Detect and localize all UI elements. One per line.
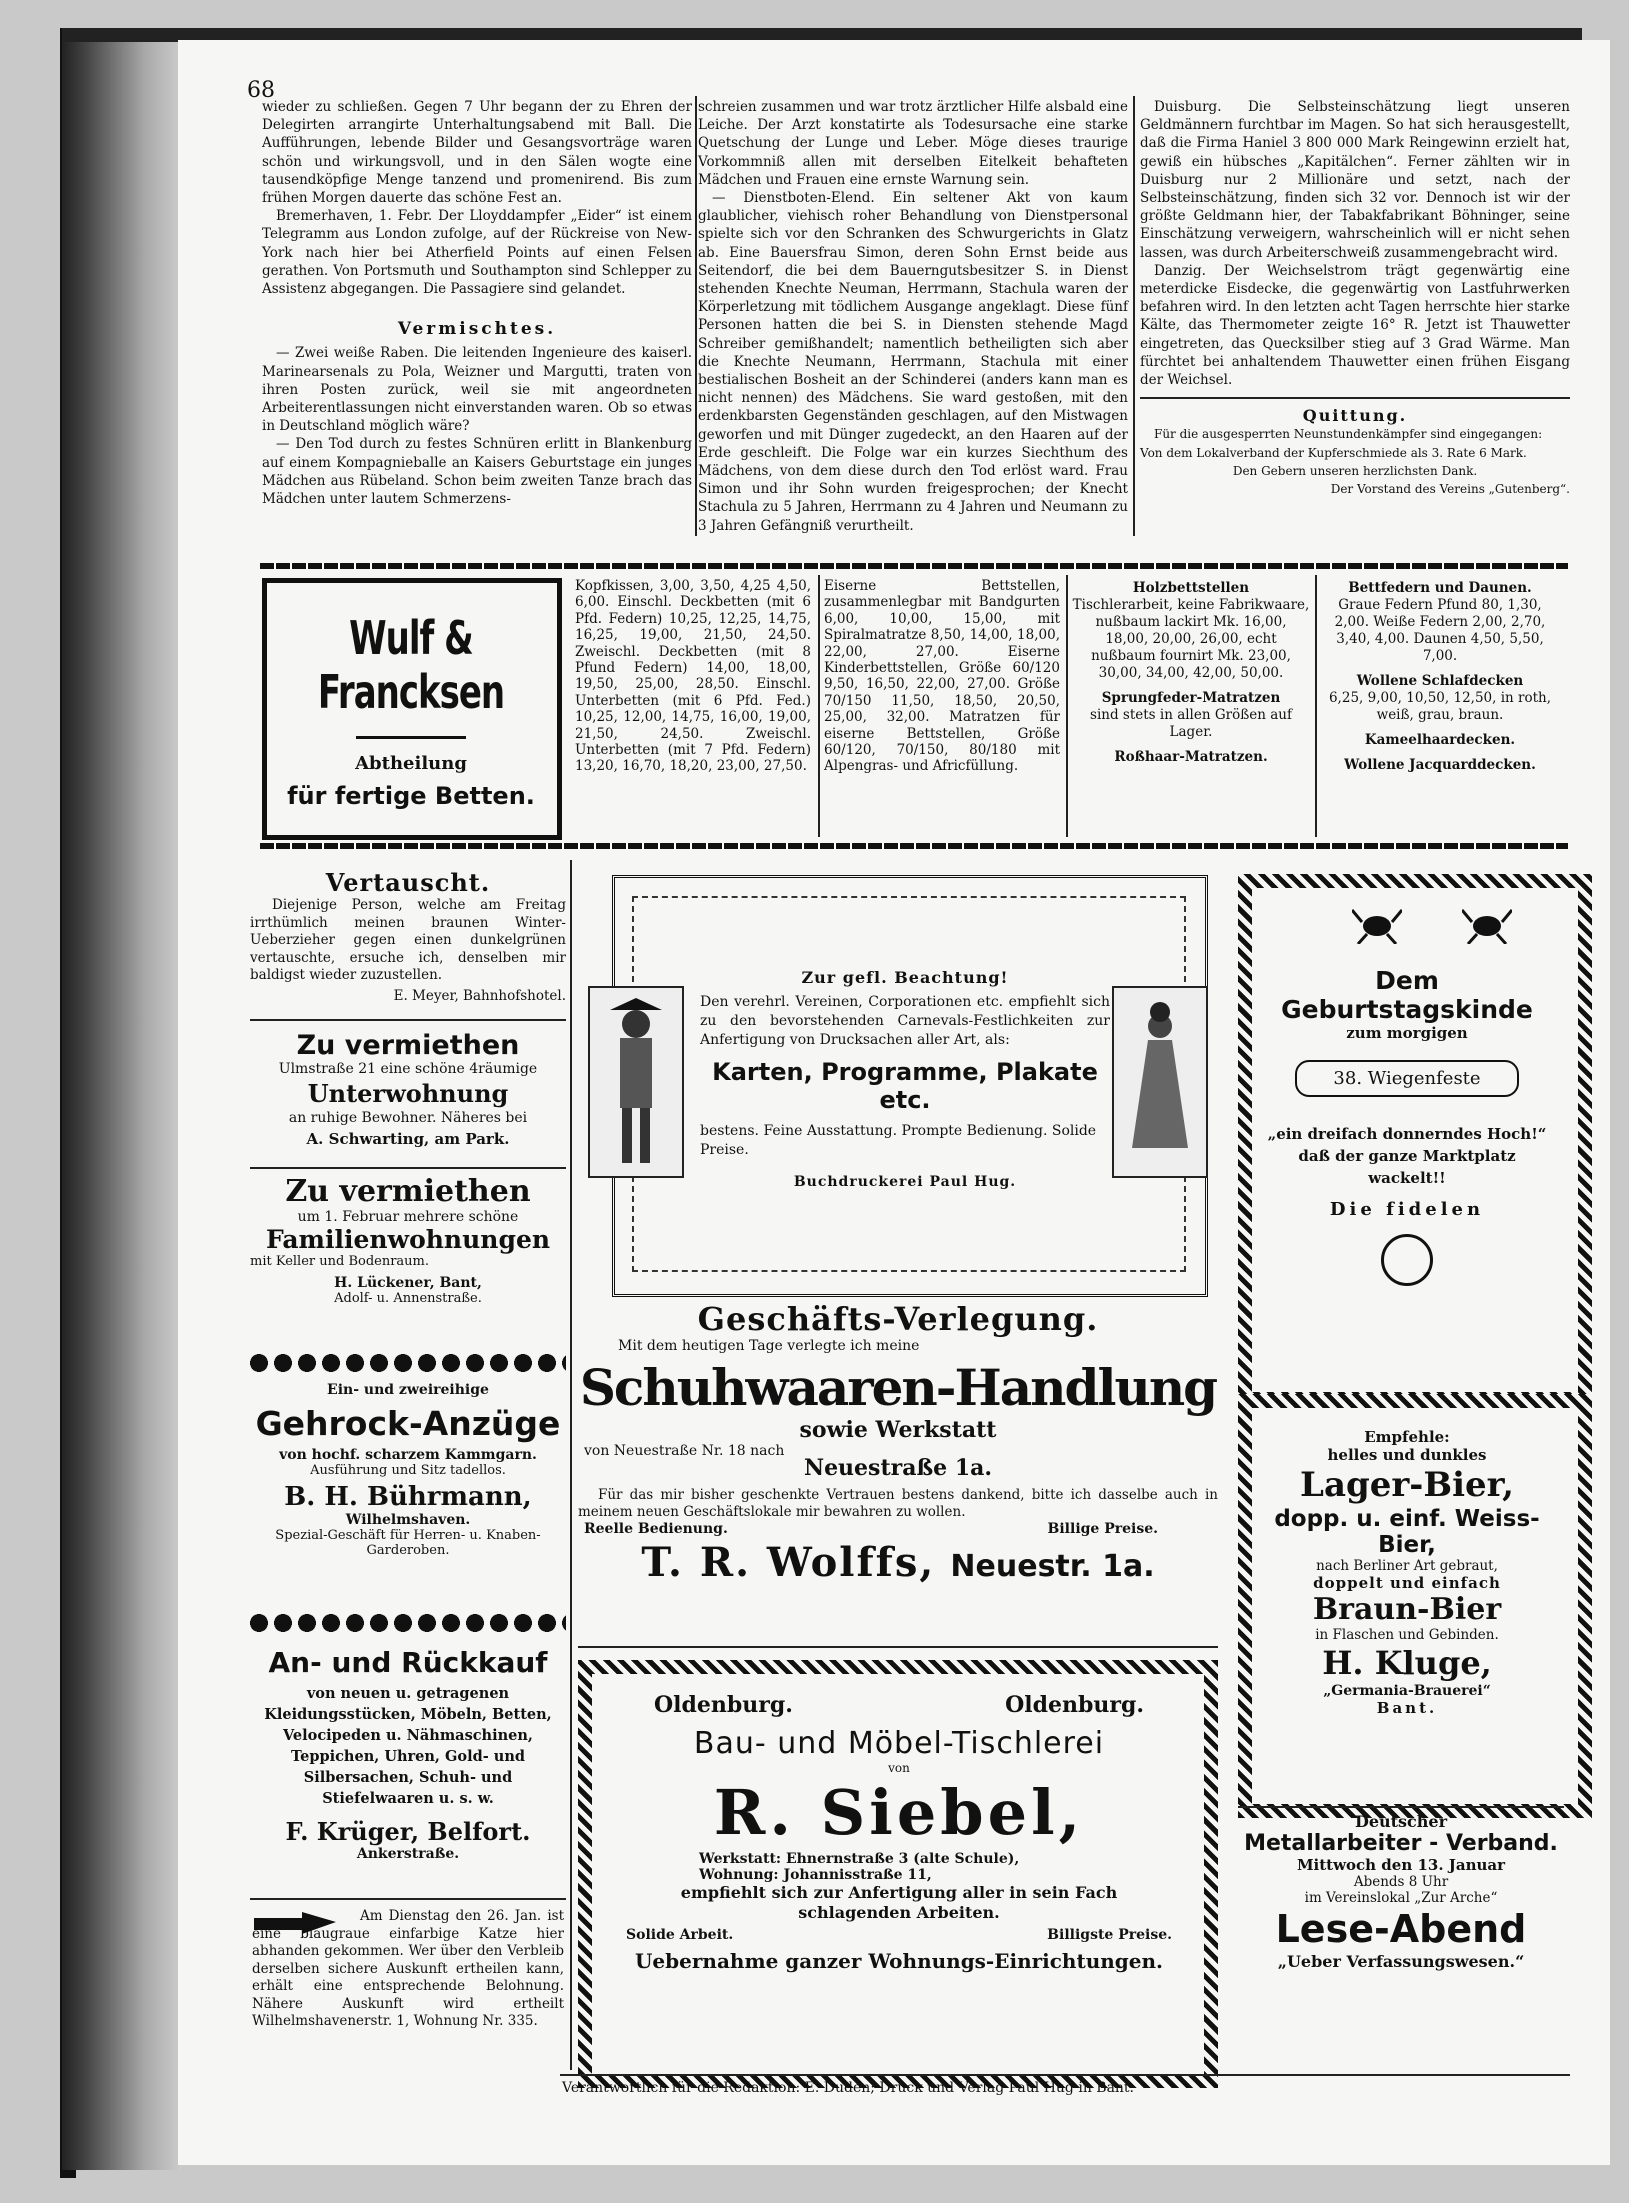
ad-text: empfiehlt sich zur Anfertigung aller in sein Fach schlagenden Arbeiten. <box>680 1883 1118 1922</box>
ad-text: „ein dreifach donnerndes Hoch!“ daß der ganze Marktplatz wackelt!! <box>1267 1125 1547 1187</box>
ad-text: nach Berliner Art gebraut, <box>1316 1558 1498 1574</box>
wulf-name: Wulf & Francksen <box>317 612 505 720</box>
column-rule <box>695 96 697 536</box>
napoleon-illustration <box>588 986 684 1178</box>
ad-text: Mit dem heutigen Tage verlegte ich meine <box>618 1338 920 1354</box>
news-paragraph: wieder zu schließen. Gegen 7 Uhr begann der zu Ehren der Delegirten arrangirte Unterhaltungsabend mit Ball. Die Aufführungen, lebende Bilder und Gesangsvorträge waren schön und wirkungsvoll, und in den Sälen wogte eine tausendköpfige Menge tanzend und promenirend. Bis zum frühen Morgen dauerte das schöne Fest an. <box>262 99 692 207</box>
ad-tagline: Billigste Preise. <box>1047 1927 1172 1943</box>
ad-title: Bau- und Möbel-Tischlerei <box>693 1726 1105 1761</box>
news-paragraph: — Dienstboten-Elend. Ein seltener Akt von kaum glaublicher, viehisch roher Behandlung von Dienstpersonal spielte sich vor den Schranken des Schwurgerichts in Glatz ab. Eine Bauersfrau Simon, deren Sohn Ernst beide aus Seitendorf, die bei dem Bauerngutsbesitzer S. in Dienst stehenden Knechte Neuman, Herrmann, Stachula waren der Körperletzung mit tödlichem Ausgange angeklagt. Diese fünf Personen hatten die bei S. in Diensten stehende Magd Schreiber gemißhandelt; namentlich betheiligten sich aber die Knechte Neumann, Herrmann, Stachula mit einer bestialischen Bosheit an der Schinderei (anders kann man es nicht nennen) des Mädchens. Sie ward gestoßen, mit den erdenkbarsten Gegenständen geschlagen, auf den Mistwagen geworfen und mit Dünger zugedeckt, an den Haaren auf der Erde geschleift. Die Folge war ein kurzes Siechthum des Mädchens, von dem diese durch den Tod erlöst ward. Frau Simon und ihr Sohn wurden freigesprochen; der Knecht Stachula zu 5 Jahren, Herrmann zu 4 Jahren und Neumann zu 3 Jahren Gefängniß verurtheilt. <box>698 190 1128 534</box>
news-paragraph: Duisburg. Die Selbsteinschätzung liegt unseren Geldmännern furchtbar im Magen. So hat sich herausgestellt, daß die Firma Haniel 3 800 000 Mark Reingewinn erzielt hat, gewiß ein hübsches „Kapitälchen“. Ferner zählten wir in Duisburg nur 2 Millionäre und setzt, nach der Selbsteinschätzung, finden sich 32 vor. Dennoch ist wir der größte Geldmann hier, der Tabakfabrikant Böhninger, seine Einschätzung verweigern, wahrscheinlich will er nicht sehen lassen, was durch Arbeiterschweiß zusammengebracht wird. <box>1140 99 1570 261</box>
wulf-price-col-3 <box>1072 580 1310 766</box>
ad-text: von Neuestraße Nr. 18 nach <box>584 1443 785 1459</box>
column-rule <box>1066 575 1068 837</box>
ad-place: Wilhelmshaven. <box>345 1512 471 1528</box>
ad-gehrock <box>250 1382 566 1558</box>
wulf-price-col-1: Kopfkissen, 3,00, 3,50, 4,25 4,50, 6,00. Einschl. Deckbetten (mit 6 Pfd. Federn) 10,25, 12,25, 14,75, 16,25, 19,00, 21,50, 24,50. Zweischl. Deckbetten (mit 8 Pfund Federn) 14,00, 18,00, 19,50, 25,00, 28,50. Einschl. Unterbetten (mit 6 Pfd. Fed.) 10,25, 12,00, 14,75, 16,00, 19,00, 21,50, 24,50. Zweischl. Unterbetten (mit 7 Pfd. Federn) 13,20, 16,70, 18,20, 23,00, 27,50. <box>575 578 811 775</box>
ad-text: Neuestraße 1a. <box>803 1455 993 1481</box>
ad-signature: Adolf- u. Annenstraße. <box>334 1291 482 1306</box>
wulf-heading: Wollene Schlafdecken <box>1356 673 1524 689</box>
wulf-heading: Holzbettstellen <box>1132 580 1250 596</box>
ad-banner-text: 38. Wiegenfeste <box>1333 1068 1481 1089</box>
ad-name-row <box>578 1539 1218 1586</box>
news-column-1 <box>262 98 692 508</box>
ad-text: „Ueber Verfassungswesen.“ <box>1277 1952 1525 1971</box>
ad-big-text: Familienwohnungen <box>265 1225 551 1254</box>
ad-siebel <box>604 1692 1194 1973</box>
ad-wolffs <box>578 1300 1218 1586</box>
crab-illustration-right <box>1462 904 1512 948</box>
ad-text: Werkstatt: Ehnernstraße 3 (alte Schule), <box>699 1851 1020 1867</box>
news-paragraph: schreien zusammen und war trotz ärztlicher Hilfe alsbald eine Leiche. Der Arzt konstatirte als Todesursache eine starke Quetschung der Lunge und Leber. Möge dieses traurige Vorkommniß allen mit derselben Eitelkeit behafteten Mädchen und Frauen eine ernste Warnung sein. <box>698 99 1128 188</box>
crab-illustration-left <box>1352 904 1402 948</box>
ad-big-text: Lager-Bier, <box>1300 1465 1514 1505</box>
ad-text: Deutscher <box>1354 1812 1448 1831</box>
ad-subtitle: sowie Werkstatt <box>799 1417 997 1443</box>
ad-text: in Flaschen und Gebinden. <box>1315 1627 1499 1643</box>
ad-text: von hochf. scharzem Kammgarn. <box>279 1447 537 1463</box>
wulf-text: Tischlerarbeit, keine Fabrikwaare, nußbaum lackirt Mk. 16,00, 18,00, 20,00, 26,00, echt nußbaum fournirt Mk. 23,00, 30,00, 34,00, 42,00, 50,00. <box>1072 597 1310 681</box>
ad-title: Gehrock-Anzüge <box>255 1404 561 1443</box>
ad-signature: H. Lückener, Bant, <box>334 1275 482 1291</box>
imprint-line: Verantwortlich für die Redaktion: E. Duden; Druck und Verlag Paul Hug in Bant. <box>562 2080 1135 2096</box>
ad-text: Ein- und zweireihige <box>327 1382 489 1398</box>
ad-zu-vermiethen-1 <box>250 1030 566 1148</box>
ad-big-text: Unterwohnung <box>307 1079 509 1108</box>
page-number: 68 <box>247 78 275 103</box>
ad-name: T. R. Wolffs, <box>641 1539 936 1586</box>
ad-text: helles und dunkles <box>1327 1446 1487 1464</box>
quittung-line: Von dem Lokalverband der Kupferschmiede als 3. Rate 6 Mark. <box>1140 445 1527 460</box>
news-column-2 <box>698 98 1128 535</box>
ornament-row <box>248 1612 566 1634</box>
ad-text: Empfehle: <box>1364 1428 1450 1446</box>
section-heading-vermischtes: Vermischtes. <box>397 319 557 340</box>
wulf-department-sub: für fertige Betten. <box>287 782 535 810</box>
ad-title: Metallarbeiter - Verband. <box>1244 1831 1558 1856</box>
wulf-heading: Kameelhaardecken. <box>1364 732 1516 748</box>
book-spine <box>62 30 182 2170</box>
ad-big-text: dopp. u. einf. Weiss-Bier, <box>1274 1506 1540 1558</box>
column-rule <box>1315 575 1317 837</box>
ad-place: Bant. <box>1376 1699 1438 1717</box>
news-paragraph: Danzig. Der Weichselstrom trägt gegenwärtig eine meterdicke Eisdecke, die gegenwärtig von Lastfuhrwerken befahren wird. In den letzten acht Tagen herrschte hier starke Kälte, das Thermometer zeigte 16° R. Jetzt ist Thauwetter eingetreten, das Quecksilber stieg auf 3 Grad Wärme. Man fürchtet bei anhaltendem Thauwetter einen frühen Eisgang der Weichsel. <box>1140 262 1570 389</box>
wulf-heading: Bettfedern und Daunen. <box>1348 580 1532 596</box>
ad-text: von neuen u. getragenen Kleidungsstücken, Möbeln, Betten, Velocipeden u. Nähmaschinen, Teppichen, Uhren, Gold- und Silbersachen, Schuh- und Stiefelwaaren u. s. w. <box>264 1685 552 1807</box>
birthday-banner <box>1295 1060 1519 1097</box>
ad-text: Wohnung: Johannisstraße 11, <box>699 1867 932 1883</box>
ad-tagline: Billige Preise. <box>1047 1521 1158 1537</box>
heavy-rule <box>260 563 1568 569</box>
ad-name: R. Siebel, <box>713 1776 1085 1849</box>
ad-title: An- und Rückkauf <box>268 1646 548 1679</box>
ad-title: Zur gefl. Beachtung! <box>801 968 1009 987</box>
ad-text: Diejenige Person, welche am Freitag irrthümlich meinen braunen Winter-Ueberzieher gegen einen dunkelgrünen vertauschte, ersuche ich, denselben mir baldigst wieder zuzustellen. <box>250 897 566 983</box>
wulf-heading: Sprungfeder-Matratzen <box>1101 690 1281 706</box>
wulf-logo <box>266 612 556 810</box>
ad-text: Ausführung und Sitz tadellos. <box>310 1463 506 1478</box>
heavy-rule <box>260 843 1568 849</box>
lady-illustration <box>1112 986 1208 1178</box>
wulf-price-col-4 <box>1320 580 1560 774</box>
rule <box>250 1019 566 1021</box>
rule <box>578 1646 1218 1648</box>
ad-text: Für das mir bisher geschenkte Vertrauen bestens dankend, bitte ich dasselbe auch in meinem neuen Geschäftslokale mir bewahren zu wollen. <box>578 1487 1218 1520</box>
ad-city: Oldenburg. <box>654 1692 793 1718</box>
rule <box>1238 1806 1564 1808</box>
ad-signature: Die fidelen <box>1329 1199 1485 1220</box>
column-rule <box>1133 96 1135 536</box>
ad-rueckkauf <box>250 1646 566 1862</box>
ad-big-text: Lese-Abend <box>1275 1907 1527 1951</box>
rule <box>1140 397 1570 399</box>
ad-text: doppelt und einfach <box>1313 1574 1501 1592</box>
ad-big-text: Schuhwaaren-Handlung <box>579 1358 1217 1417</box>
ad-kluge <box>1262 1428 1552 1717</box>
ad-title: Vertauscht. <box>325 868 491 897</box>
ad-title: Zu vermiethen <box>296 1030 520 1061</box>
wulf-price-col-2: Eiserne Bettstellen, zusammenlegbar mit Bandgurten 6,00, 10,00, 15,00, mit Spiralmatratze 8,50, 14,00, 18,00, 22,00, 27,00. Eiserne Kinderbettstellen, Größe 60/120 9,50, 16,50, 22,00, 27,00. Größe 70/150 11,50, 18,50, 20,50, 25,00, 32,00. Matratzen für eiserne Bettstellen, Größe 60/120, 70/150, 80/180 mit Alpengras- und Africfüllung. <box>824 578 1060 775</box>
ad-text: Abends 8 Uhr <box>1353 1874 1449 1890</box>
ad-place: Ankerstraße. <box>356 1846 460 1862</box>
ad-zu-vermiethen-2 <box>250 1174 566 1306</box>
ad-city: Oldenburg. <box>1005 1692 1144 1718</box>
ad-geburtstag <box>1262 966 1552 1286</box>
ad-text: bestens. Feine Ausstattung. Prompte Bedienung. Solide Preise. <box>700 1123 1097 1158</box>
ad-title: Dem Geburtstagskinde <box>1281 966 1533 1024</box>
ad-text: „Germania-Brauerei“ <box>1323 1683 1491 1699</box>
ad-text: Spezial-Geschäft für Herren- u. Knaben-Garderoben. <box>275 1528 541 1558</box>
quittung-line: Für die ausgesperrten Neunstundenkämpfer sind eingegangen: <box>1154 427 1543 442</box>
ad-text: von <box>888 1761 910 1775</box>
ad-tagline: Solide Arbeit. <box>626 1927 734 1943</box>
news-paragraph: — Zwei weiße Raben. Die leitenden Ingenieure des kaiserl. Marinearsenals zu Pola, Weizner und Margutti, traten von ihren Posten zurück, weil sie mit angeordneten Arbeiterentlassungen nicht einverstanden waren. Ob so etwas in Deutschland möglich wäre? <box>262 345 692 435</box>
ad-big-text: Braun-Bier <box>1312 1592 1502 1627</box>
ad-vertauscht <box>250 868 566 1004</box>
ad-signature: Buchdruckerei Paul Hug. <box>793 1174 1017 1190</box>
news-paragraph: Bremerhaven, 1. Febr. Der Lloyddampfer „Eider“ ist einem Telegramm aus London zufolge, auf der Rückreise von New-York nach hier bei Atherfield Points auf einen Felsen gerathen. Von Portsmuth und Southampton sind Schlepper zu Assistenz abgegangen. Die Passagiere sind gelandet. <box>262 208 692 298</box>
quittung-heading: Quittung. <box>1302 406 1408 426</box>
ad-text: mit Keller und Bodenraum. <box>250 1254 430 1269</box>
ad-text: Mittwoch den 13. Januar <box>1296 1856 1506 1874</box>
ad-signature: A. Schwarting, am Park. <box>306 1130 510 1148</box>
rule <box>250 1167 566 1169</box>
quittung-line: Den Gebern unseren herzlichsten Dank. <box>1232 463 1478 478</box>
ornament-row <box>248 1352 566 1374</box>
rule <box>250 1898 566 1900</box>
ad-metallarbeiter <box>1238 1812 1564 1971</box>
ad-big-text: Karten, Programme, Plakate etc. <box>712 1058 1098 1114</box>
ad-title: Zu vermiethen <box>285 1174 531 1209</box>
hug-ad-content <box>700 968 1110 1190</box>
ad-subtitle: zum morgigen <box>1346 1024 1468 1042</box>
footer-rule <box>560 2074 1570 2076</box>
news-column-3 <box>1140 98 1570 498</box>
ad-tagline-row <box>578 1521 1218 1537</box>
wulf-divider <box>356 736 466 739</box>
wulf-heading: Roßhaar-Matratzen. <box>1114 749 1268 765</box>
news-paragraph: — Den Tod durch zu festes Schnüren erlitt in Blankenburg auf einem Kompagnieballe an Kaisers Geburtstage ein junges Mädchen aus Rübeland. Schon beim zweiten Tanze brach das Mädchen unter lautem Schmerzens- <box>262 436 692 508</box>
ad-name: F. Krüger, Belfort. <box>285 1817 531 1846</box>
ad-text: Den verehrl. Vereinen, Corporationen etc. empfiehlt sich zu den bevorstehenden Carnevals-Festlichkeiten zur Anfertigung von Drucksachen aller Art, als: <box>700 994 1110 1048</box>
ad-text: Uebernahme ganzer Wohnungs-Einrichtungen. <box>634 1949 1164 1973</box>
ad-name: B. H. Bührmann, <box>284 1482 532 1512</box>
ad-katze: Am Dienstag den 26. Jan. ist eine blaugraue einfarbige Katze hier abhanden gekommen. Wer über den Verbleib derselben sichere Auskunft ertheilen kann, erhält eine entsprechende Belohnung. Nähere Auskunft wird ertheilt Wilhelmshavenerstr. 1, Wohnung Nr. 335. <box>252 1908 564 2029</box>
crest-icon <box>1381 1234 1433 1286</box>
ad-tagline-row <box>604 1923 1194 1943</box>
ad-city-row <box>604 1692 1194 1718</box>
ad-text: im Vereinslokal „Zur Arche“ <box>1304 1890 1498 1906</box>
wulf-text: Graue Federn Pfund 80, 1,30, 2,00. Weiße Federn 2,00, 2,70, 3,40, 4,00. Daunen 4,50, 5,50, 7,00. <box>1334 597 1546 664</box>
ad-address: Neuestr. 1a. <box>950 1549 1155 1584</box>
column-rule <box>570 860 572 2070</box>
wulf-heading: Wollene Jacquarddecken. <box>1344 757 1536 773</box>
ad-signature: E. Meyer, Bahnhofshotel. <box>393 987 566 1004</box>
ad-text: um 1. Februar mehrere schöne <box>297 1209 519 1225</box>
quittung-signature: Der Vorstand des Vereins „Gutenberg“. <box>1330 482 1570 497</box>
ad-title: Geschäfts-Verlegung. <box>697 1300 1099 1338</box>
ad-tagline: Reelle Bedienung. <box>584 1521 728 1537</box>
wulf-text: 6,25, 9,00, 10,50, 12,50, in roth, weiß, grau, braun. <box>1328 690 1552 723</box>
column-rule <box>818 575 820 837</box>
wulf-department: Abtheilung <box>355 753 467 774</box>
ad-text: Ulmstraße 21 eine schöne 4räumige <box>278 1061 538 1077</box>
ad-text: an ruhige Bewohner. Näheres bei <box>288 1110 528 1126</box>
wulf-text: sind stets in allen Größen auf Lager. <box>1090 707 1292 740</box>
ad-name: H. Kluge, <box>1322 1644 1492 1682</box>
